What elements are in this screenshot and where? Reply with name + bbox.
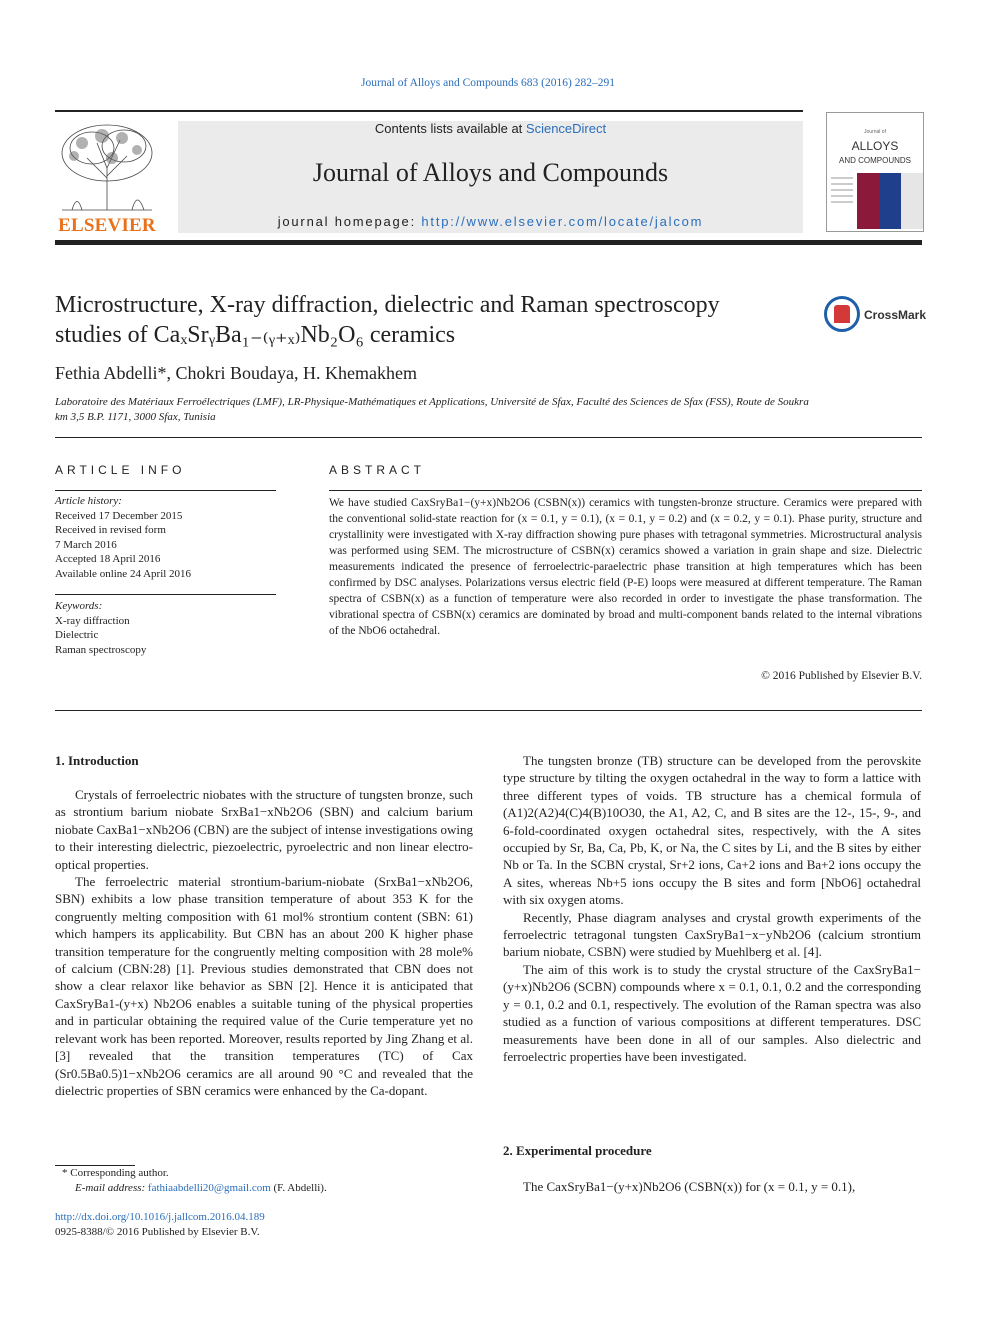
right-paragraph-3: The aim of this work is to study the crystal structure of the CaxSryBa1−(y+x)Nb2O6 (SCBN) compounds where x = 0.1, 0.1, 0.2 and the corresponding y = 0.1, 0.2 and 0.1, respectively. The evolution of the Raman spectra was also studied as a function of various compositions at different temperatures. DSC measurements have been done in all of our samples. Also dielectric and ferroelectric properties have been investigated.	[503, 961, 921, 1064]
intro-paragraph-1: Crystals of ferroelectric niobates with the structure of tungsten bronze, such as strontium barium niobate SrxBa1−xNb2O6 (SBN) and calcium barium niobate CaxBa1−xNb2O6 (CBN) are the subject of intense investigations owing to their interesting dielectric, piezoelectric, pyroelectric and non linear electro-optical properties.	[55, 787, 473, 872]
elsevier-logo[interactable]	[52, 118, 162, 235]
keyword-item: Raman spectroscopy	[55, 643, 147, 656]
header-thick-rule	[55, 240, 922, 245]
header-rule	[55, 110, 803, 112]
email-label: E-mail address:	[75, 1182, 148, 1194]
article-info-mid-rule	[55, 594, 276, 595]
crossmark-badge[interactable]	[824, 296, 927, 336]
abstract-bottom-rule	[55, 710, 922, 711]
contents-prefix: Contents lists available at	[374, 121, 526, 136]
sciencedirect-link[interactable]: ScienceDirect	[525, 121, 607, 136]
email-note	[75, 1181, 327, 1196]
intro-paragraph-2: The ferroelectric material strontium-barium-niobate (SrxBa1−xNb2O6, SBN) exhibits a low phase transition temperature of about 353 K for the congruently melting composition with 61 mol% strontium content (SBN: 61) which hampers its applicability. But CBN has an about 200 K higher phase transition temperature for the congruently melting composition with 28 mole% of calcium (CBN:28) [1]. Previous studies demonstrated that CBN does not show a clear relaxor like behavior as SBN [2]. Hence it is anticipated that CaxSryBa1-(y+x) Nb2O6 enables a suitable tuning of the physical properties and in particular obtaining the required value of the Curie temperature yet no relevant work has been reported. Moreover, results reported by Jing Zhang et al. [3] revealed that the transition temperatures (TC) of Cax (Sr0.5Ba0.5)1−xNb2O6 ceramics are all around 90 °C and revealed that the dielectric properties of SBN ceramics were enhanced by the Ca-dopant.	[55, 874, 473, 1098]
journal-cover-thumbnail[interactable]	[826, 112, 924, 232]
article-history	[55, 494, 276, 581]
homepage-line	[178, 214, 803, 229]
affiliation: Laboratoire des Matériaux Ferroélectriques (LMF), LR-Physique-Mathématiques et Applications, Université de Sfax, Faculté des Sciences de Sfax (FSS), Route de Soukra km 3,5 B.P. 1171, 3000 Sfax, Tunisia	[55, 396, 809, 423]
journal-banner	[178, 121, 803, 233]
history-accepted: Accepted 18 April 2016	[55, 553, 161, 565]
history-received: Received 17 December 2015	[55, 509, 183, 522]
left-column	[55, 786, 473, 1099]
keyword-item: Dielectric	[55, 629, 99, 641]
contents-line	[178, 121, 803, 136]
keywords-label: Keywords:	[55, 600, 103, 612]
corresponding-author-note: * Corresponding author.	[62, 1167, 169, 1179]
abstract-text: We have studied CaxSryBa1−(y+x)Nb2O6 (CSBN(x)) ceramics with tungsten-bronze structure. Ceramics were prepared with the conventional solid-state reaction for (x = 0.1, y = 0.1), (x = 0.1, y = 0.2) and (x = 0.2, y = 0.1). Phase purity, structure and crystallinity were investigated with X-ray diffraction showing pure phases with tetragonal symmetries. Microstructural analysis was performed using SEM. The microstructure of CSBN(x) ceramics showed a variation in grain shape and size. Dielectric measurements indicated the presence of ferroelectric-paraelectric phase transition at high temperatures which has been confirmed by DSC analyses. Polarizations versus electric field (P-E) loops were measured at different temperature. The Raman spectra of CSBN(x) as a function of temperature were also recorded in order to investigate the phase transformation. The vibrational spectra of CSBN(x) ceramics are dominated by broad and multi-component bands related to the internal vibrations of the NbO6 octahedral.	[329, 497, 922, 637]
history-revised: Received in revised form	[55, 524, 166, 536]
elsevier-wordmark: ELSEVIER	[58, 215, 156, 236]
history-revised-date: 7 March 2016	[55, 538, 117, 551]
journal-name: Journal of Alloys and Compounds	[312, 158, 669, 187]
history-label: Article history:	[55, 495, 122, 507]
experimental-paragraph: The CaxSryBa1−(y+x)Nb2O6 (CSBN(x)) for (x = 0.1, y = 0.1),	[523, 1179, 856, 1194]
title-rule	[55, 437, 922, 438]
abstract-rule	[329, 490, 922, 491]
right-paragraph-1: The tungsten bronze (TB) structure can be developed from the perovskite type structure by tilting the oxygen octahedral in the way to form a lattice with three different types of voids. TB structure has a chemical formula of (A1)2(A2)4(C)4(B)10O30, the A1, A2, C, and B sites are the 12-, 15-, 9-, and 6-fold-coordinated oxygen octahedral sites, respectively, with the A sites occupied by Sr, Ba, Ca, Pb, K, or Na, the C sites by Li, and the B sites by either Nb or Ta. In the SCBN crystal, Sr+2 ions, Ca+2 ions and Ba+2 ions occupy the A sites, whereas Nb+5 ions occupy the B sites and form [NbO6] octahedral with six oxygen atoms.	[503, 753, 921, 908]
journal-cover-image	[827, 113, 923, 231]
cover-title-alloys: ALLOYS	[851, 139, 899, 153]
keyword-item: X-ray diffraction	[55, 614, 130, 627]
article-info-heading: ARTICLE INFO	[55, 463, 186, 477]
svg-text:Journal of: Journal of	[864, 129, 886, 135]
history-online: Available online 24 April 2016	[55, 567, 192, 580]
keywords	[55, 599, 276, 657]
right-column	[503, 752, 921, 1065]
right-paragraph-2: Recently, Phase diagram analyses and crystal growth experiments of the ferroelectric tetragonal tungsten CaxSryBa1−x−yNb2O6 (calcium strontium barium niobate, CSBN) were studied by Muehlberg et al. [4].	[503, 909, 921, 960]
cover-title-compounds: AND COMPOUNDS	[838, 156, 912, 165]
journal-reference[interactable]: Journal of Alloys and Compounds 683 (2016) 282–291	[361, 77, 615, 89]
abstract-copyright: © 2016 Published by Elsevier B.V.	[761, 670, 922, 682]
elsevier-tree-icon	[52, 118, 162, 214]
issn-line: 0925-8388/© 2016 Published by Elsevier B.V.	[55, 1226, 260, 1238]
author-list: Fethia Abdelli*, Chokri Boudaya, H. Khemakhem	[55, 363, 417, 383]
article-title-line-1: Microstructure, X-ray diffraction, dielectric and Raman spectroscopy	[55, 292, 720, 318]
email-link[interactable]: fathiaabdelli20@gmail.com	[147, 1182, 271, 1194]
crossmark-icon	[824, 296, 860, 332]
email-suffix: (F. Abdelli).	[270, 1182, 327, 1194]
article-title	[55, 290, 815, 350]
crossmark-label: CrossMark	[864, 308, 927, 322]
doi-link[interactable]: http://dx.doi.org/10.1016/j.jallcom.2016.04.189	[55, 1211, 265, 1223]
article-title-line-2: studies of CaₓSrᵧBa₁₋₍ᵧ₊ₓ₎Nb₂O₆ ceramics	[55, 322, 456, 348]
intro-heading: 1. Introduction	[55, 753, 139, 768]
abstract-heading: ABSTRACT	[329, 463, 426, 477]
homepage-link[interactable]: http://www.elsevier.com/locate/jalcom	[421, 214, 704, 229]
homepage-prefix: journal homepage:	[277, 214, 422, 229]
experimental-heading: 2. Experimental procedure	[503, 1143, 652, 1158]
article-info-rule	[55, 490, 276, 491]
